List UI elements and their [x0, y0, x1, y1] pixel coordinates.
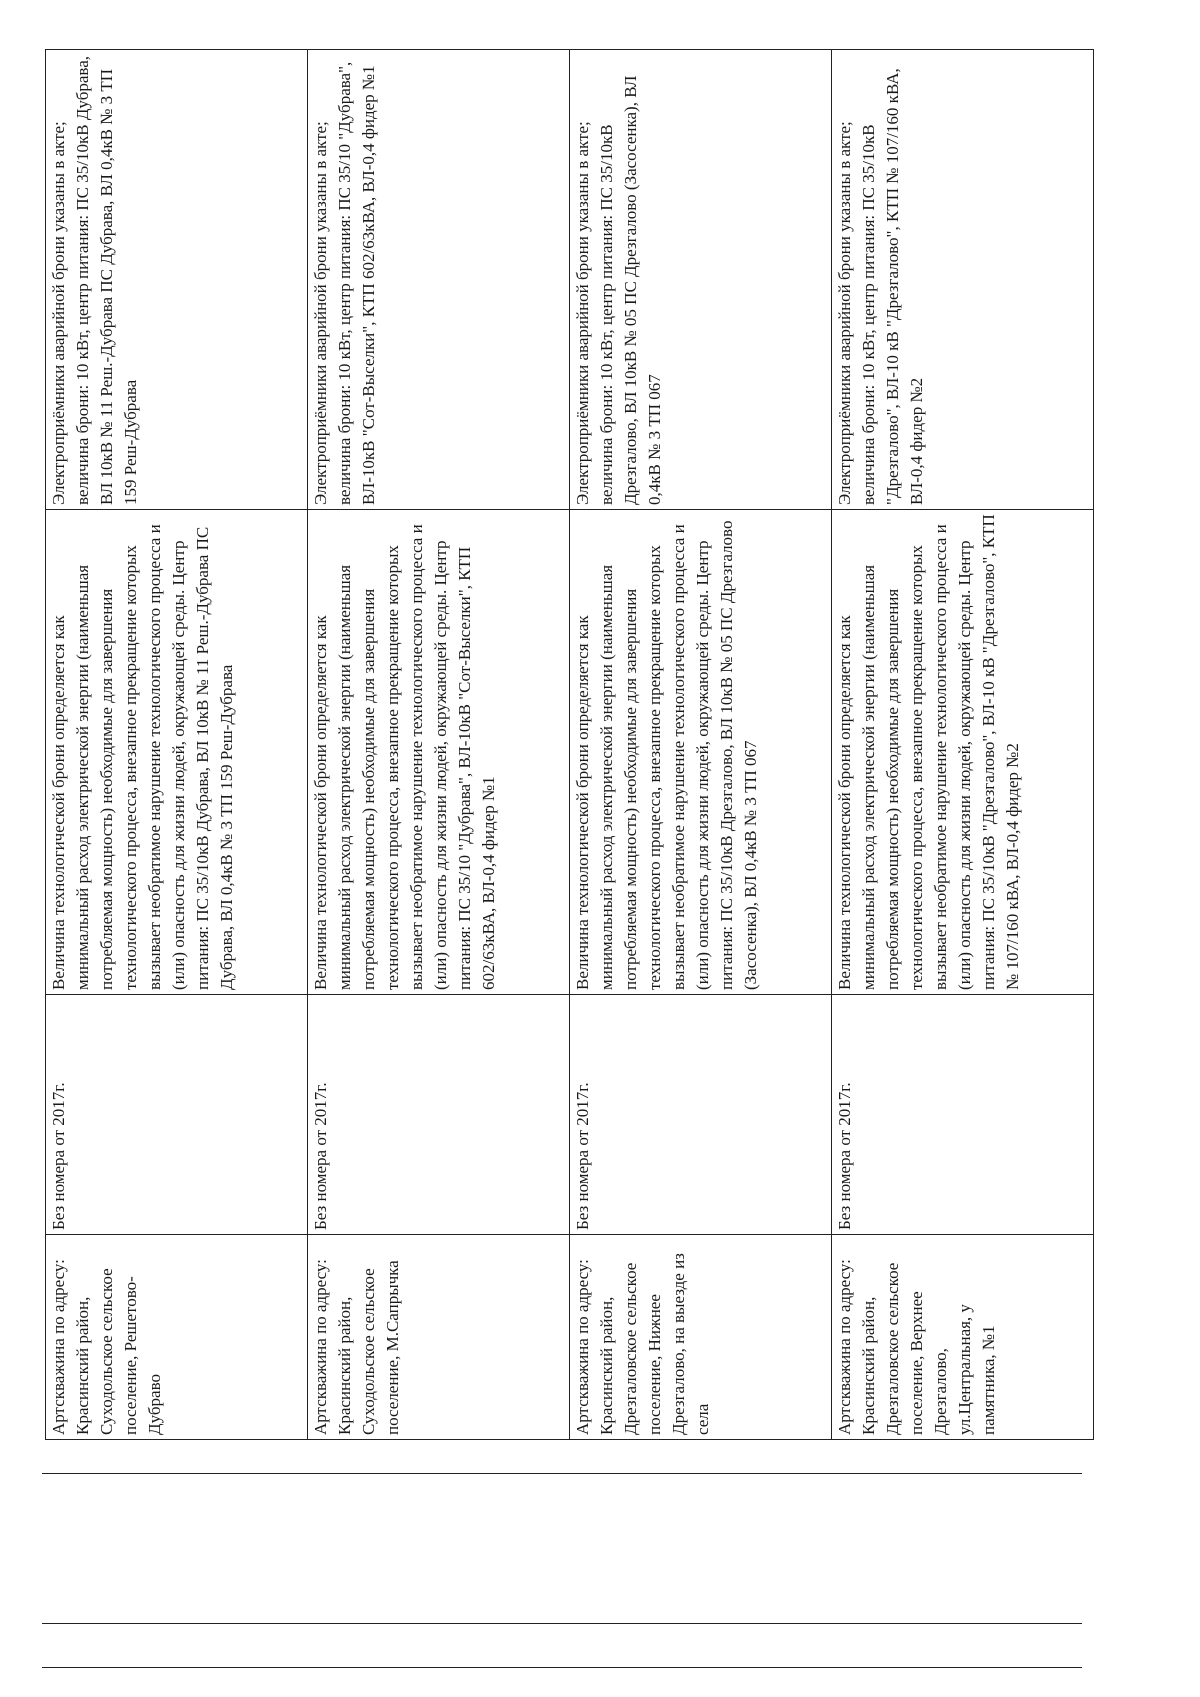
- address-cell: Артскважина по адресу: Красинский район, Суходольское сельское поселение, Решетово-Дубраво: [46, 1235, 308, 1440]
- horizontal-rule: [42, 1623, 1082, 1624]
- table-row: [46, 50, 308, 1440]
- tech-reserve-cell: Величина технологической брони определяется как минимальный расход электрической энергии (наименьшая потребляемая мощность) необходимые для завершения технологического процесса, внезапное прекращение которых вызывает необратимое нарушение технологического процесса и (или) опасность для жизни людей, окружающей среды. Центр питания: ПС 35/10кВ Дрезгалово, ВЛ 10кВ № 05 ПС Дрезгалово (Засосенка), ВЛ 0,4кВ № 3 ТП 067: [570, 510, 832, 995]
- tech-reserve-cell: Величина технологической брони определяется как минимальный расход электрической энергии (наименьшая потребляемая мощность) необходимые для завершения технологического процесса, внезапное прекращение которых вызывает необратимое нарушение технологического процесса и (или) опасность для жизни людей, окружающей среды. Центр питания: ПС 35/10кВ "Дрезгалово", ВЛ-10 кВ "Дрезгалово", КТП № 107/160 кВА, ВЛ-0,4 фидер №2: [832, 510, 1094, 995]
- address-cell: Артскважина по адресу: Красинский район, Дрезгаловское сельское поселение, Верхнее Дрезгалово, ул.Центральная, у памятника, №1: [832, 1235, 1094, 1440]
- tech-reserve-cell: Величина технологической брони определяется как минимальный расход электрической энергии (наименьшая потребляемая мощность) необходимые для завершения технологического процесса, внезапное прекращение которых вызывает необратимое нарушение технологического процесса и (или) опасность для жизни людей, окружающей среды. Центр питания: ПС 35/10кВ Дубрава, ВЛ 10кВ № 11 Реш.-Дубрава ПС Дубрава, ВЛ 0,4кВ № 3 ТП 159 Реш-Дубрава: [46, 510, 308, 995]
- table-row: [832, 50, 1094, 1440]
- table-row: [570, 50, 832, 1440]
- table-row: [308, 50, 570, 1440]
- act-cell: Без номера от 2017г.: [46, 995, 308, 1235]
- emergency-reserve-cell: Электроприёмники аварийной брони указаны в акте; величина брони: 10 кВт, центр питания: ПС 35/10кВ Дубрава, ВЛ 10кВ № 11 Реш.-Дубрава ПС Дубрава, ВЛ 0,4кВ № 3 ТП 159 Реш-Дубрава: [46, 50, 308, 510]
- address-cell: Артскважина по адресу: Красинский район, Дрезгаловское сельское поселение, Нижнее Дрезгалово, на выезде из села: [570, 1235, 832, 1440]
- emergency-reserve-cell: Электроприёмники аварийной брони указаны в акте; величина брони: 10 кВт, центр питания: ПС 35/10 "Дубрава", ВЛ-10кВ "Сот-Выселки", КТП 602/63кВА, ВЛ-0,4 фидер №1: [308, 50, 570, 510]
- act-cell: Без номера от 2017г.: [832, 995, 1094, 1235]
- emergency-reserve-cell: Электроприёмники аварийной брони указаны в акте; величина брони: 10 кВт, центр питания: ПС 35/10кВ Дрезгалово, ВЛ 10кВ № 05 ПС Дрезгалово (Засосенка), ВЛ 0,4кВ № 3 ТП 067: [570, 50, 832, 510]
- address-cell: Артскважина по адресу: Красинский район, Суходольское сельское поселение, М.Сапрычка: [308, 1235, 570, 1440]
- act-cell: Без номера от 2017г.: [570, 995, 832, 1235]
- tech-reserve-cell: Величина технологической брони определяется как минимальный расход электрической энергии (наименьшая потребляемая мощность) необходимые для завершения технологического процесса, внезапное прекращение которых вызывает необратимое нарушение технологического процесса и (или) опасность для жизни людей, окружающей среды. Центр питания: ПС 35/10 "Дубрава", ВЛ-10кВ "Сот-Выселки", КТП 602/63кВА, ВЛ-0,4 фидер №1: [308, 510, 570, 995]
- rotated-page-content: [45, 50, 1095, 1440]
- emergency-reserve-cell: Электроприёмники аварийной брони указаны в акте; величина брони: 10 кВт, центр питания: ПС 35/10кВ "Дрезгалово", ВЛ-10 кВ "Дрезгалово", КТП № 107/160 кВА, ВЛ-0,4 фидер №2: [832, 50, 1094, 510]
- horizontal-rule: [42, 1473, 1082, 1474]
- reserve-table: [45, 49, 1094, 1440]
- act-cell: Без номера от 2017г.: [308, 995, 570, 1235]
- horizontal-rule: [42, 1667, 1082, 1668]
